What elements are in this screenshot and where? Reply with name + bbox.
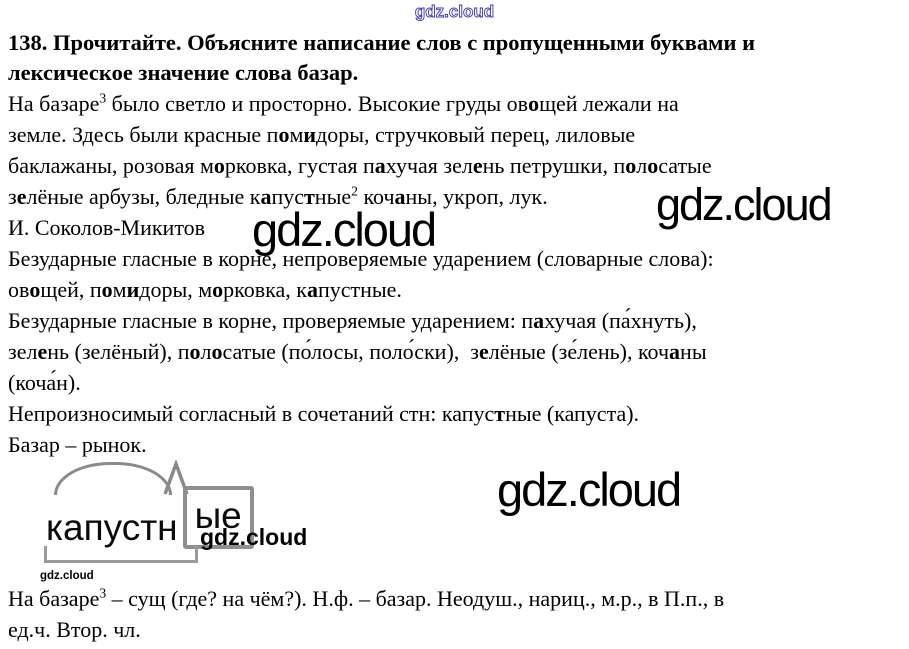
text-line: баклажаны, розовая морковка, густая пахучая зелень петрушки, полосатые	[8, 153, 712, 178]
watermark-inline-text: gdz.cloud	[656, 179, 831, 230]
watermark-diagram-big: gdz.cloud	[497, 463, 681, 516]
text-line: земле. Здесь были красные помидоры, стручковый перец, лиловые	[8, 122, 636, 147]
text-line: Безударные гласные в корне, проверяемые ударением: пахучая (па́хнуть),	[8, 308, 697, 333]
word-stem: капустн	[46, 507, 178, 548]
text-line: Непроизносимый согласный в сочетаний стн: капустные (капуста).	[8, 401, 640, 426]
watermark-diagram-small: gdz.cloud	[200, 524, 308, 550]
spelling-analysis-text	[8, 243, 909, 460]
watermark-inline-author: gdz.cloud	[252, 203, 436, 256]
exercise-heading	[8, 28, 909, 88]
watermark-top: gdz.cloud	[414, 2, 495, 21]
text-line: зелень (зелёный), полосатые (по́лосы, поло́ски), зелёные (зе́лень), кочаны	[8, 339, 707, 364]
text-line: Безударные гласные в корне, непроверяемые ударением (словарные слова):	[8, 246, 714, 271]
word-ending: ые	[194, 495, 242, 536]
morpheme-diagram	[8, 462, 909, 567]
text-line: овощей, помидоры, морковка, капустные.	[8, 277, 402, 302]
text-line: И. Соколов-Микитов	[8, 215, 206, 240]
text-line: ед.ч. Втор. чл.	[8, 617, 141, 642]
text-line: (коча́н).	[8, 370, 81, 395]
morphology-analysis-text	[8, 583, 909, 645]
stem-bracket-icon	[44, 546, 198, 563]
text-line: На базаре$^3$ – сущ (где? на чём?). Н.ф. – базар. Неодуш., нариц., м.р., в П.п., в	[8, 585, 725, 611]
text-line: Базар – рынок.	[8, 432, 147, 457]
text-line: 138. Прочитайте. Объясните написание слов с пропущенными буквами и	[8, 30, 756, 55]
text-line: лексическое значение слова базар.	[8, 60, 359, 85]
text-line: зелёные арбузы, бледные капустные$^2$ кочаны, укроп, лук.	[8, 183, 548, 209]
text-line: На базаре$^3$ было светло и просторно. Высокие груды овощей лежали на	[8, 90, 679, 116]
watermark-tiny: gdz.cloud	[40, 570, 94, 582]
exercise-content	[8, 28, 909, 645]
